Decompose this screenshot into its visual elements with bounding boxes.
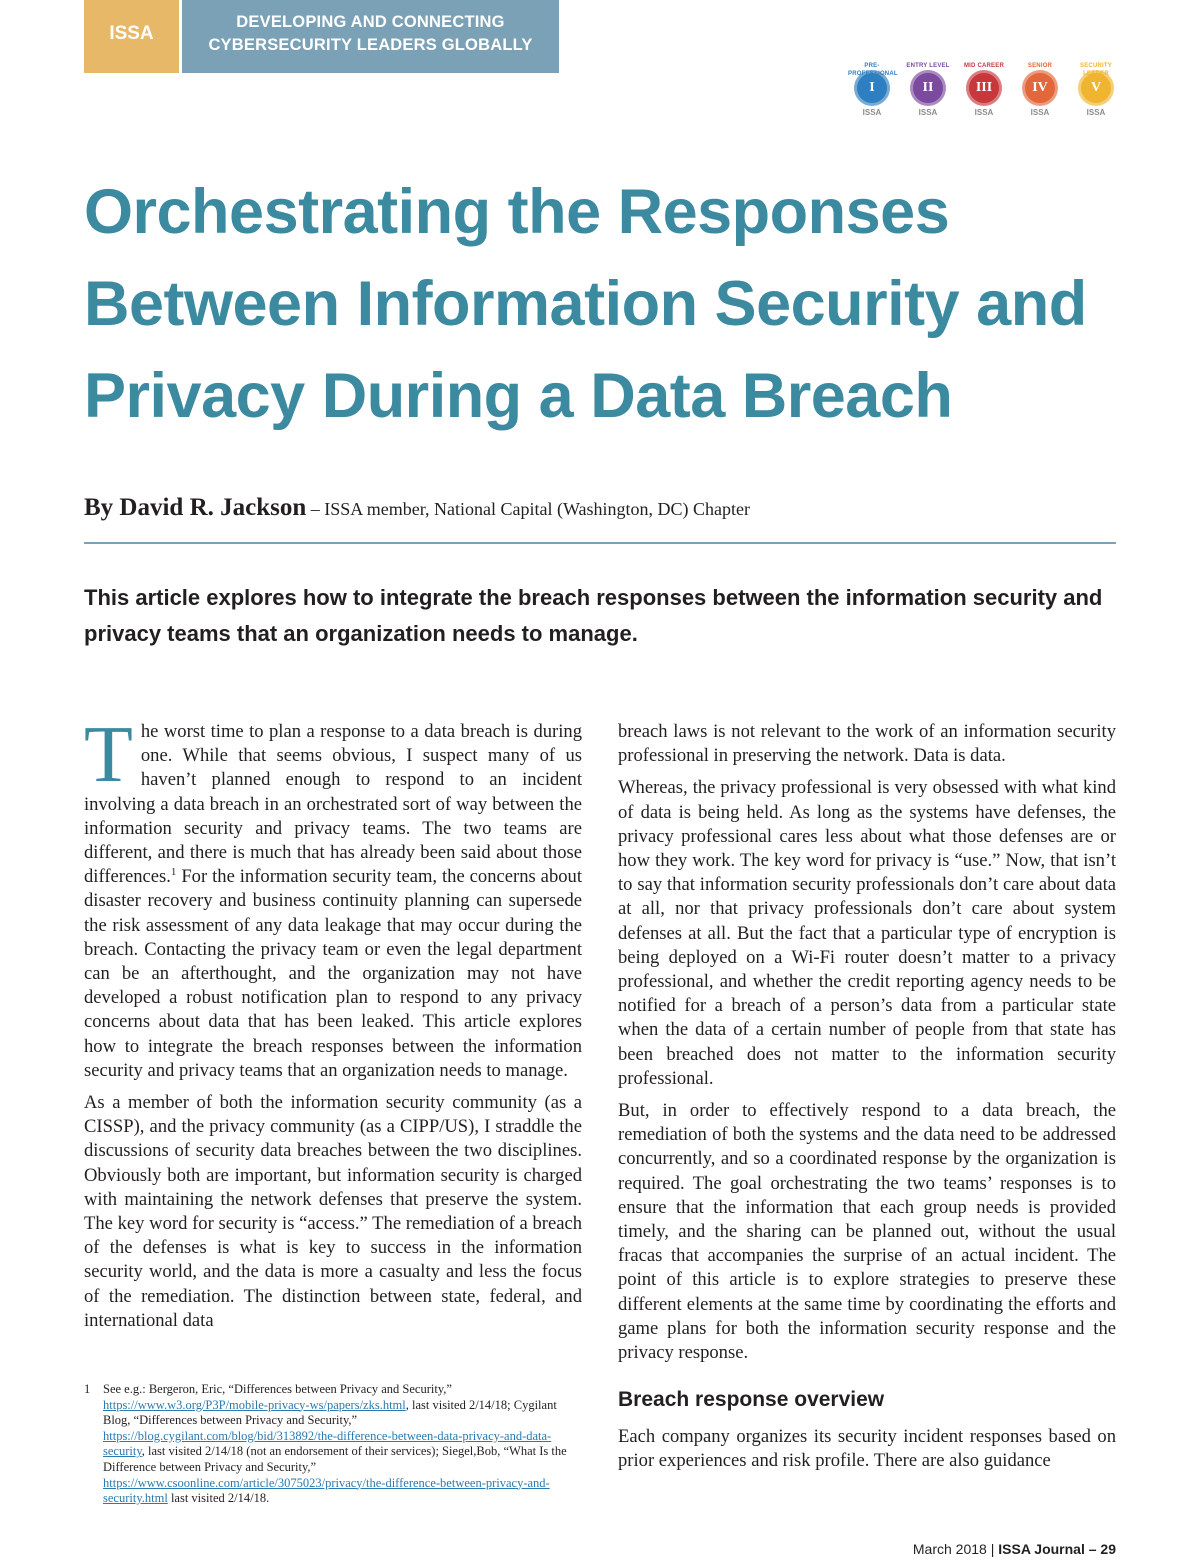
lock-badge-icon: III: [966, 70, 1002, 106]
body-paragraph: But, in order to effectively respond to a data breach, the remediation of both the systems and the data need to be addressed concurrently, and so a coordinated response by the organization is required. The goal orchestrating the two teams’ responses is to ensure that the information that each group needs is provided timely, and the sharing can be planned out, without the usual fracas that accompanies the surprise of an actual incident. The point of this article is to explore strategies to preserve these different elements at the same time by coordinating the efforts and game plans for both the information security response and the privacy response.: [618, 1100, 1116, 1364]
author-name: By David R. Jackson: [84, 494, 307, 521]
issa-tag: ISSA: [84, 0, 179, 73]
badge-issa-label: ISSA: [1030, 108, 1050, 117]
lock-badge-icon: I: [854, 70, 890, 106]
section-heading: Breach response overview: [618, 1388, 885, 1412]
paragraph-text: he worst time to plan a response to a data breach is during one. While that seems obvious, I suspect many of us haven’t planned enough to respond to an incident involving a data breach in an orchestrated sort of way between the information security and privacy teams. The two teams are different, and there is much that has already been said about those differences.: [84, 721, 582, 888]
footnote-text-segment: See e.g.: Bergeron, Eric, “Differences between Privacy and Security,”: [103, 1382, 452, 1396]
slogan-line-2: CYBERSECURITY LEADERS GLOBALLY: [208, 35, 533, 54]
footnote-link-csoonline[interactable]: https://www.csoonline.com/article/3075023/privacy/the-difference-between-privacy-and-security.html: [103, 1475, 550, 1506]
article-deck: This article explores how to integrate the breach responses between the information security and privacy teams that an organization needs to manage.: [84, 585, 1103, 646]
badge-arc-label: SECURITY LEADER: [1080, 63, 1112, 77]
lock-badge-icon: II: [910, 70, 946, 106]
footnote: [84, 1382, 582, 1507]
body-paragraph: Whereas, the privacy professional is very obsessed with what kind of data is being held. As long as the systems have defenses, the privacy professional cares less about what those defenses are or how they work. The key word for privacy is “use.” Now, that isn’t to say that information security professionals don’t care about data at all, nor that privacy professionals don’t care about system defenses at all. But the fact that a particular type of encryption is being deployed on a Wi-Fi router doesn’t matter to a privacy professional, and whether the credit reporting agency needs to be notified for a breach of a person’s data from a particular state when the data of a certain number of people from that state has been breached does not matter to the information security professional.: [618, 777, 1116, 1089]
badge-mid-career: [960, 62, 1008, 117]
footnote-link-cygilant[interactable]: https://blog.cygilant.com/blog/bid/313892/the-difference-between-data-privacy-and-data-security: [103, 1428, 552, 1459]
badge-security-leader: [1072, 62, 1120, 117]
body-column-left: [84, 711, 582, 1341]
footnote-number: 1: [84, 1382, 91, 1396]
badge-arc-label: PRE-PROFESSIONAL: [848, 63, 898, 77]
badge-arc-label: SENIOR: [1027, 63, 1053, 69]
paragraph-text: For the information security team, the concerns about disaster recovery and business continuity planning can supersede the risk assessment of any data leakage that may occur during the breach. Contacting the privacy team or even the legal department can be an afterthought, and the organization may not have developed a robust notification plan to respond to any privacy concerns about data that has been leaked. This article explores how to integrate the breach responses between the information security and privacy teams that an organization needs to manage.: [84, 866, 582, 1081]
badge-issa-label: ISSA: [918, 108, 938, 117]
body-paragraph: As a member of both the information security community (as a CISSP), and the privacy community (as a CIPP/US), I straddle the discussions of security data breaches between the two disciplines. Obviously both are important, but information security is charged with maintaining the network defenses that preserve the system. The key word for security is “access.” The remediation of a breach of the defenses is what is key to success in the information security world, and the data is more a casualty and less the focus of the remediation. The distinction between state, federal, and international data: [84, 1092, 582, 1331]
byline-divider: [84, 542, 1116, 544]
footnote-reference[interactable]: 1: [170, 866, 177, 879]
footnote-text-segment: last visited 2/14/18.: [167, 1491, 270, 1506]
footnote-link-w3[interactable]: https://www.w3.org/P3P/mobile-privacy-ws/papers/zks.html: [103, 1397, 406, 1412]
footnote-text: [103, 1382, 582, 1507]
drop-cap: T: [84, 711, 133, 799]
slogan-line-1: DEVELOPING AND CONNECTING: [236, 12, 505, 31]
badge-issa-label: ISSA: [862, 108, 882, 117]
author-affiliation: – ISSA member, National Capital (Washington, DC) Chapter: [306, 499, 751, 519]
badge-arc-label: ENTRY LEVEL: [906, 63, 950, 69]
article-title: Orchestrating the Responses Between Information Security and Privacy During a Data Breach: [84, 177, 1087, 431]
issue-date: March 2018 |: [912, 1541, 999, 1557]
page-footer: [913, 1541, 1116, 1557]
badge-entry-level: [904, 62, 952, 117]
badge-issa-label: ISSA: [1086, 108, 1106, 117]
badge-senior: [1016, 62, 1064, 117]
body-paragraph: breach laws is not relevant to the work of an information security professional in preserving the network. Data is data.: [618, 721, 1116, 767]
byline: [84, 494, 750, 522]
badge-arc-label: MID CAREER: [963, 63, 1004, 69]
body-column-right: [618, 720, 1116, 1482]
issa-slogan: [182, 0, 559, 73]
footnote-text-segment: , last visited 2/14/18 (not an endorsement of their services); Siegel,Bob, “What Is the Difference between Privacy and Security,”: [103, 1444, 567, 1474]
lock-badge-icon: IV: [1022, 70, 1058, 106]
lock-badge-icon: V: [1078, 70, 1114, 106]
body-paragraph: [84, 711, 582, 1083]
header-banner: [84, 0, 559, 73]
badge-pre-professional: [848, 62, 896, 117]
badge-issa-label: ISSA: [974, 108, 994, 117]
footnote-text-segment: , last visited 2/14/18; Cygilant Blog, “Differences between Privacy and Security,”: [103, 1397, 557, 1428]
journal-page: ISSA Journal – 29: [998, 1541, 1116, 1557]
body-paragraph: Each company organizes its security incident responses based on prior experiences and risk profile. There are also guidance: [618, 1426, 1116, 1472]
career-level-badges: [848, 62, 1120, 117]
